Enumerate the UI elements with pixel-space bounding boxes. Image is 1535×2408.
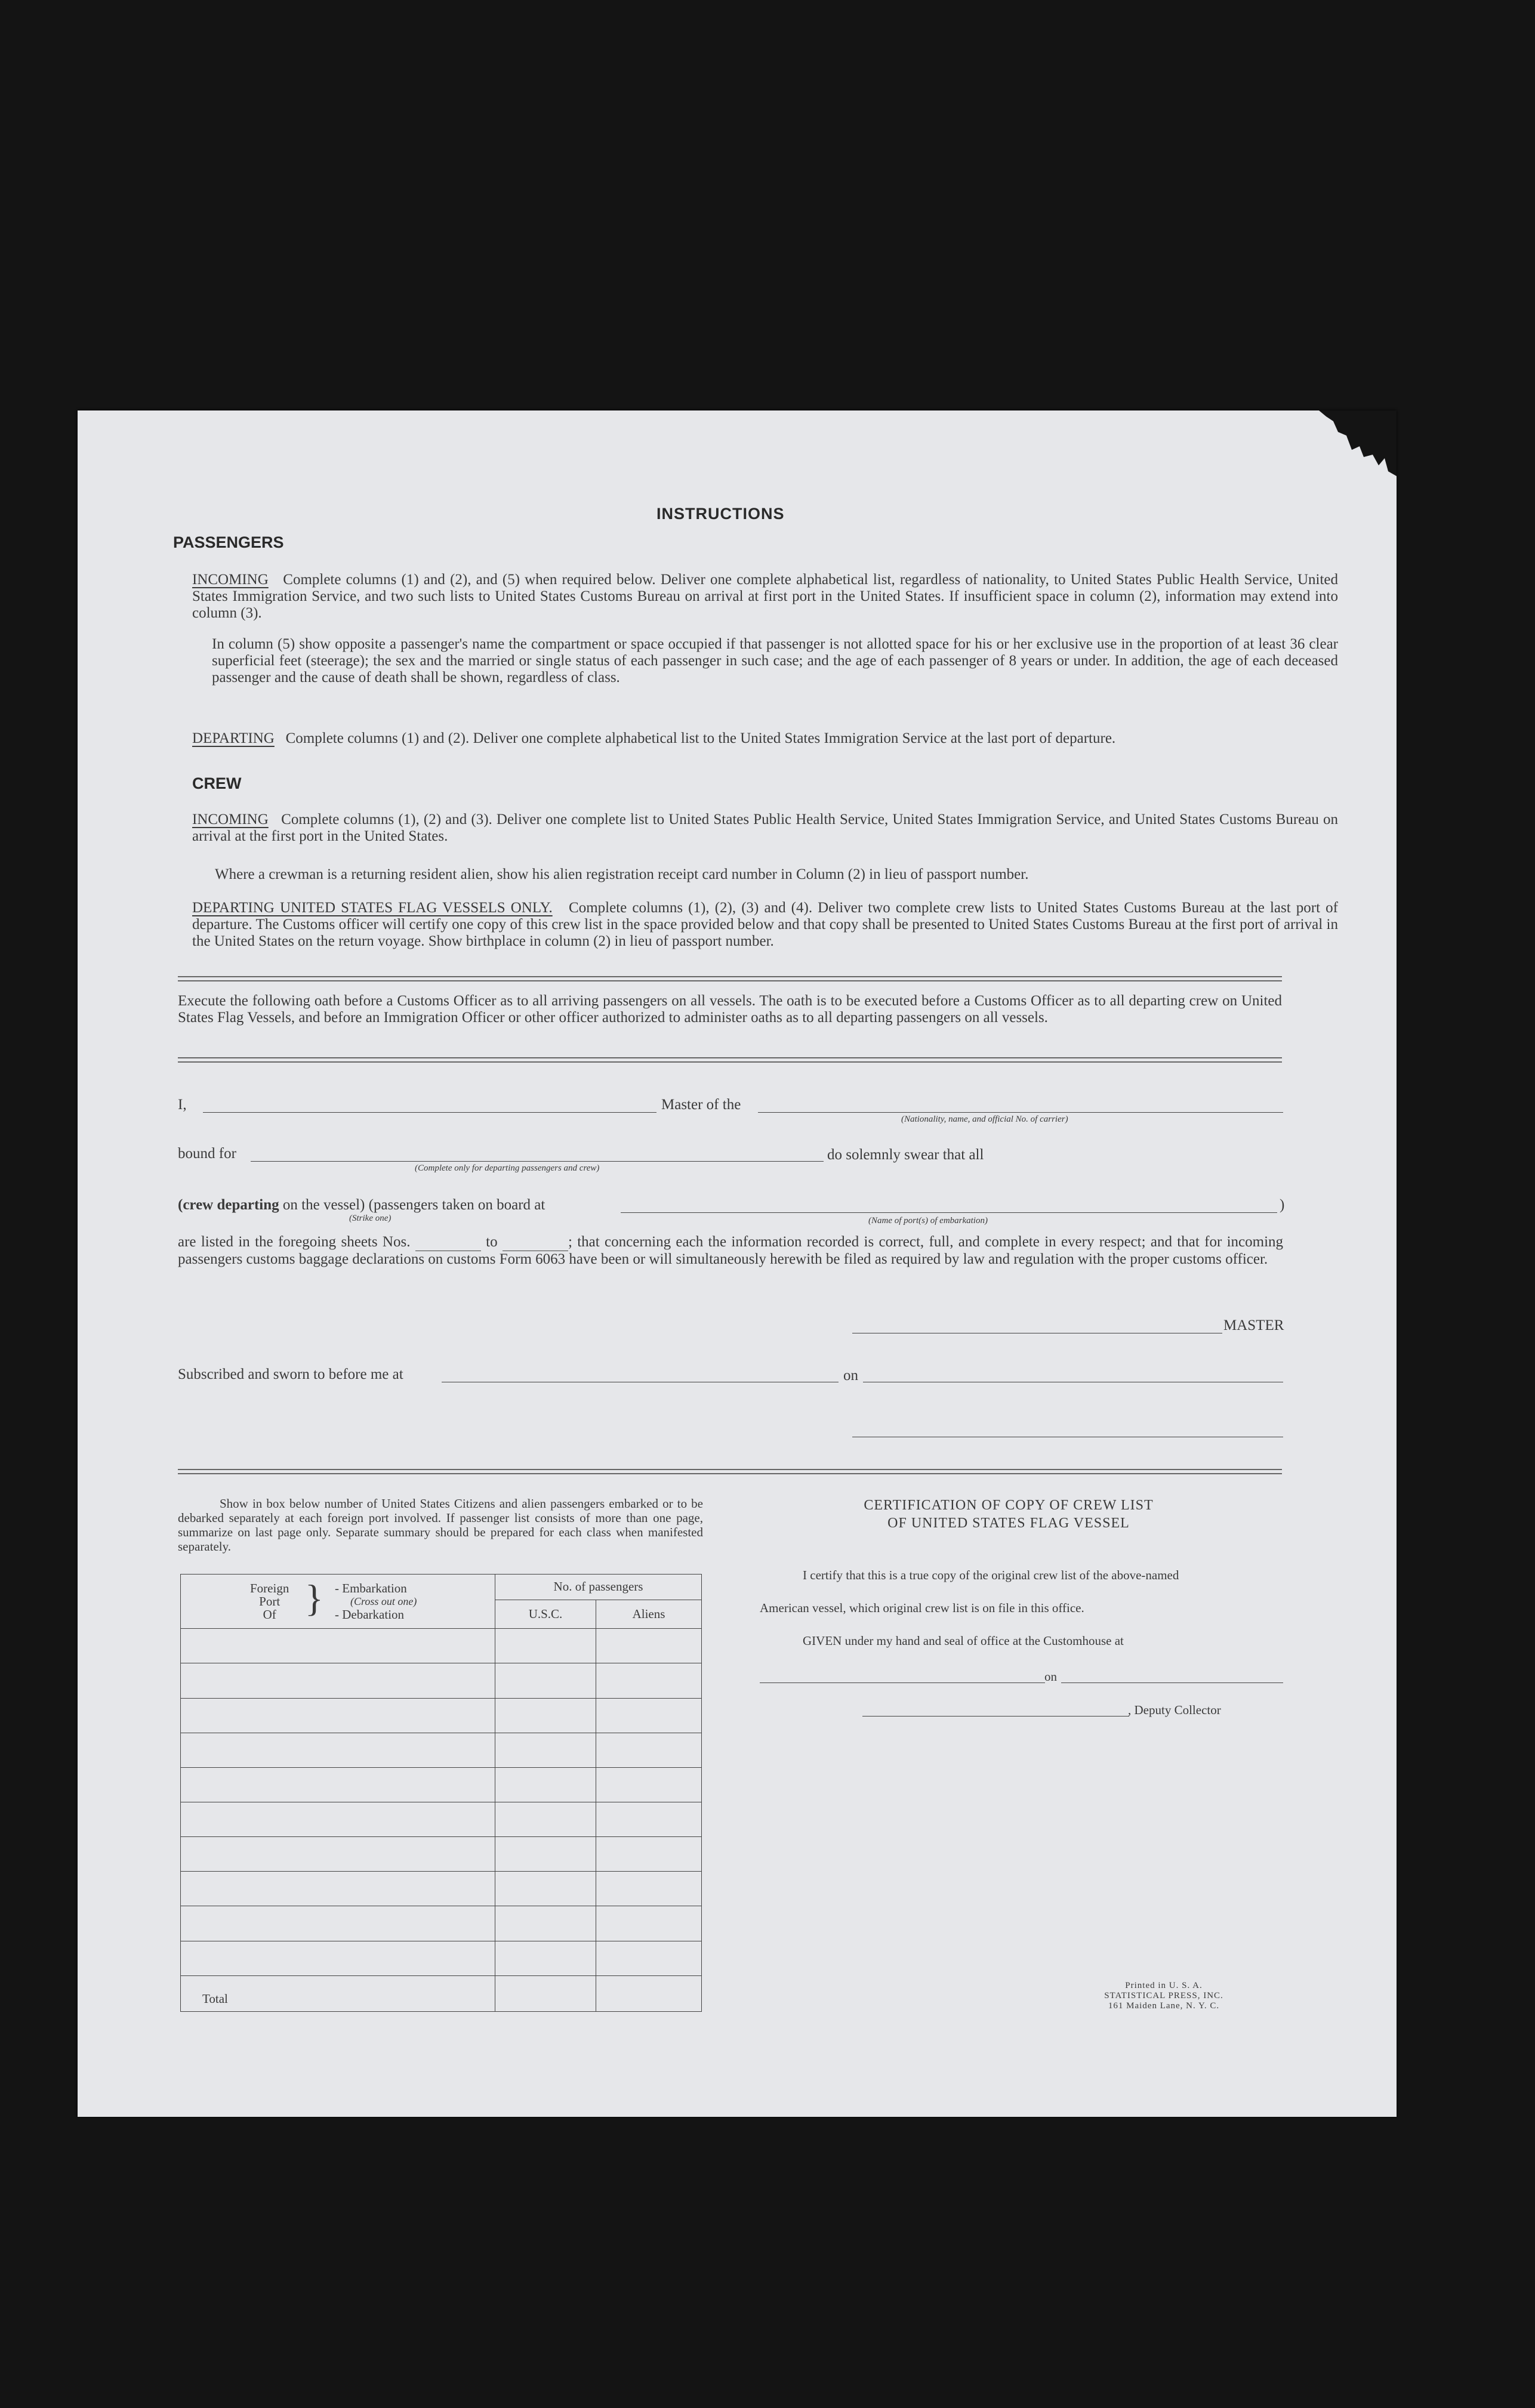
aliens-cell[interactable] xyxy=(596,1802,702,1837)
bound-for-label: bound for xyxy=(178,1146,236,1162)
strike-one-caption: (Strike one) xyxy=(349,1214,392,1223)
crew-departing-text: (crew departing xyxy=(178,1197,279,1213)
subscribed-label: Subscribed and sworn to before me at xyxy=(178,1366,403,1382)
port-cell[interactable] xyxy=(181,1802,495,1837)
foreign-port-of xyxy=(250,1582,289,1621)
passengers-departing-text: Complete columns (1) and (2). Deliver one complete alphabetical list to the United States Immigration Service at the last port of departure. xyxy=(285,730,1116,746)
crew-departing-label: DEPARTING UNITED STATES FLAG VESSELS ONLY. xyxy=(192,900,553,916)
printer-line2: STATISTICAL PRESS, INC. xyxy=(1104,1991,1223,2001)
listed-text: are listed in the foregoing sheets Nos. xyxy=(178,1234,411,1250)
customhouse-line[interactable] xyxy=(760,1682,1045,1683)
cross-out-caption: (Cross out one) xyxy=(350,1595,417,1607)
total-usc-cell[interactable] xyxy=(495,1975,596,2011)
crew-departing-text: Complete columns (1), (2), (3) and (4). Deliver two complete crew lists to United States Customs Bureau at the last port of departure. The Customs officer will certify one copy of this crew list in the space provided below and that copy shall be presented to United States Customs Bureau at the first port of arrival in the United States on the return voyage. Show birthplace in column (2) in lieu of passport number. xyxy=(192,900,1338,949)
port-cell[interactable] xyxy=(181,1767,495,1802)
divider xyxy=(178,1057,1282,1063)
aliens-header: Aliens xyxy=(596,1600,702,1629)
listed-continuation: ; that concerning each the information recorded is correct, full, and complete in every respect; and that for incoming passengers customs baggage declarations on customs Form 6063 have been or will simultaneously herewith be filed as required by law and regulation with the proper customs officer. xyxy=(178,1234,1284,1267)
carrier-caption: (Nationality, name, and official No. of carrier) xyxy=(901,1115,1068,1124)
oath-i-label: I, xyxy=(178,1097,187,1113)
total-label: Total xyxy=(181,1975,495,2011)
certification-on-label: on xyxy=(1044,1669,1057,1684)
certification-title xyxy=(752,1496,1265,1532)
subscribed-on-label: on xyxy=(843,1367,858,1384)
printer-line1: Printed in U. S. A. xyxy=(1125,1981,1203,1990)
passengers-heading: PASSENGERS xyxy=(173,533,284,551)
no-of-passengers-header: No. of passengers xyxy=(495,1575,702,1600)
crew-incoming-text: Complete columns (1), (2) and (3). Deliver one complete list to United States Public Health Service, United States Immigration Service, and United States Customs Bureau on arrival at the first port in the United States. xyxy=(192,811,1338,844)
crew-departing-paragraph xyxy=(192,900,1338,950)
port-header-cell xyxy=(181,1575,495,1629)
passengers-taken-text: (passengers taken on board at xyxy=(368,1197,545,1213)
close-paren: ) xyxy=(1280,1197,1285,1213)
oath-body xyxy=(178,1234,1283,1268)
deputy-collector-label: , Deputy Collector xyxy=(1128,1703,1221,1717)
port-label: Port xyxy=(259,1594,281,1609)
summary-note: Show in box below number of United States Citizens and alien passengers embarked or to be debarked separately at each foreign port involved. If passenger list consists of more than one page, summarize on last page only. Separate summary should be prepared for each class when manifested separately. xyxy=(178,1496,703,1554)
crew-heading: CREW xyxy=(192,774,242,792)
sheet-to-field[interactable] xyxy=(503,1234,568,1251)
sheet-from-field[interactable] xyxy=(415,1234,481,1251)
aliens-cell[interactable] xyxy=(596,1698,702,1733)
form-page xyxy=(78,410,1397,2117)
brace-icon: } xyxy=(305,1577,323,1619)
certification-title-line1: CERTIFICATION OF COPY OF CREW LIST xyxy=(864,1498,1154,1513)
certification-date-line[interactable] xyxy=(1061,1682,1283,1683)
bound-for-caption: (Complete only for departing passengers and crew) xyxy=(415,1163,600,1173)
master-of-the-label: Master of the xyxy=(661,1097,741,1113)
port-cell[interactable] xyxy=(181,1837,495,1872)
page-title: INSTRUCTIONS xyxy=(656,505,785,523)
aliens-cell[interactable] xyxy=(596,1767,702,1802)
aliens-cell[interactable] xyxy=(596,1663,702,1698)
certification-title-line2: OF UNITED STATES FLAG VESSEL xyxy=(887,1515,1130,1531)
crew-alien-paragraph: Where a crewman is a returning resident alien, show his alien registration receipt card number in Column (2) in lieu of passport number. xyxy=(215,866,1029,882)
port-cell[interactable] xyxy=(181,1906,495,1941)
divider xyxy=(178,976,1282,981)
port-cell[interactable] xyxy=(181,1629,495,1663)
debarkation-option[interactable]: - Debarkation xyxy=(335,1607,405,1622)
divider xyxy=(178,1469,1282,1474)
passenger-summary-table xyxy=(180,1574,702,2012)
foreign-label: Foreign xyxy=(250,1581,289,1595)
to-text: to xyxy=(486,1234,498,1250)
passengers-departing-label: DEPARTING xyxy=(192,730,275,746)
usc-cell[interactable] xyxy=(495,1906,596,1941)
usc-cell[interactable] xyxy=(495,1629,596,1663)
crew-passengers-line xyxy=(178,1197,545,1214)
crew-incoming-paragraph xyxy=(192,811,1338,845)
port-cell[interactable] xyxy=(181,1733,495,1767)
passengers-incoming-text: Complete columns (1) and (2), and (5) when required below. Deliver one complete alphabetical list, regardless of nationality, to United States Public Health Service, United States Immigration Service, and two such lists to United States Customs Bureau on arrival at first port in the United States. If insufficient space in column (2), information may extend into column (3). xyxy=(192,572,1339,621)
port-cell[interactable] xyxy=(181,1872,495,1906)
embarkation-option[interactable]: - Embarkation xyxy=(335,1581,407,1595)
usc-cell[interactable] xyxy=(495,1802,596,1837)
bound-for-line[interactable] xyxy=(251,1161,824,1162)
certification-text-3: GIVEN under my hand and seal of office at the Customhouse at xyxy=(803,1634,1124,1648)
oath-instructions: Execute the following oath before a Customs Officer as to all arriving passengers on all vessels. The oath is to be executed before a Customs Officer as to all departing crew on United States Flag Vessels, and before an Immigration Officer or other officer authorized to administer oaths as to all departing passengers on all vessels. xyxy=(178,993,1282,1026)
master-name-line[interactable] xyxy=(203,1112,656,1113)
usc-header: U.S.C. xyxy=(495,1600,596,1629)
port-cell[interactable] xyxy=(181,1941,495,1975)
embarkation-port-line[interactable] xyxy=(621,1212,1277,1213)
total-aliens-cell[interactable] xyxy=(596,1975,702,2011)
passengers-departing-paragraph xyxy=(192,730,1338,747)
certification-text-2: American vessel, which original crew list is on file in this office. xyxy=(760,1601,1084,1615)
aliens-cell[interactable] xyxy=(596,1941,702,1975)
usc-cell[interactable] xyxy=(495,1663,596,1698)
aliens-cell[interactable] xyxy=(596,1837,702,1872)
aliens-cell[interactable] xyxy=(596,1733,702,1767)
crew-incoming-label: INCOMING xyxy=(192,811,269,828)
printer-line3: 161 Maiden Lane, N. Y. C. xyxy=(1108,2001,1220,2011)
aliens-cell[interactable] xyxy=(596,1629,702,1663)
embarkation-caption: (Name of port(s) of embarkation) xyxy=(868,1216,988,1225)
of-label: Of xyxy=(263,1607,276,1622)
port-cell[interactable] xyxy=(181,1663,495,1698)
carrier-line[interactable] xyxy=(758,1112,1283,1113)
deputy-signature-line[interactable] xyxy=(862,1716,1129,1717)
usc-cell[interactable] xyxy=(495,1837,596,1872)
usc-cell[interactable] xyxy=(495,1698,596,1733)
usc-cell[interactable] xyxy=(495,1872,596,1906)
passengers-incoming-label: INCOMING xyxy=(192,572,269,588)
swear-label: do solemnly swear that all xyxy=(827,1147,984,1163)
aliens-cell[interactable] xyxy=(596,1906,702,1941)
usc-cell[interactable] xyxy=(495,1767,596,1802)
master-label: MASTER xyxy=(1223,1317,1284,1333)
passengers-incoming-paragraph xyxy=(192,572,1338,622)
aliens-cell[interactable] xyxy=(596,1872,702,1906)
passengers-column5-paragraph: In column (5) show opposite a passenger's name the compartment or space occupied if that passenger is not allotted space for his or her exclusive use in the proportion of at least 36 clear superficial feet (steerage); the sex and the married or single status of each passenger in such case; and the age of each passenger of 8 years or under. In addition, the age of each deceased passenger and the cause of death shall be shown, regardless of class. xyxy=(212,636,1338,686)
certification-text-1: I certify that this is a true copy of the original crew list of the above-named xyxy=(803,1568,1179,1582)
torn-corner xyxy=(1271,410,1397,476)
port-cell[interactable] xyxy=(181,1698,495,1733)
embark-debark-options xyxy=(335,1582,417,1621)
usc-cell[interactable] xyxy=(495,1941,596,1975)
usc-cell[interactable] xyxy=(495,1733,596,1767)
printer-imprint xyxy=(1080,1981,1247,2011)
on-the-vessel-text: on the vessel) xyxy=(282,1197,365,1213)
